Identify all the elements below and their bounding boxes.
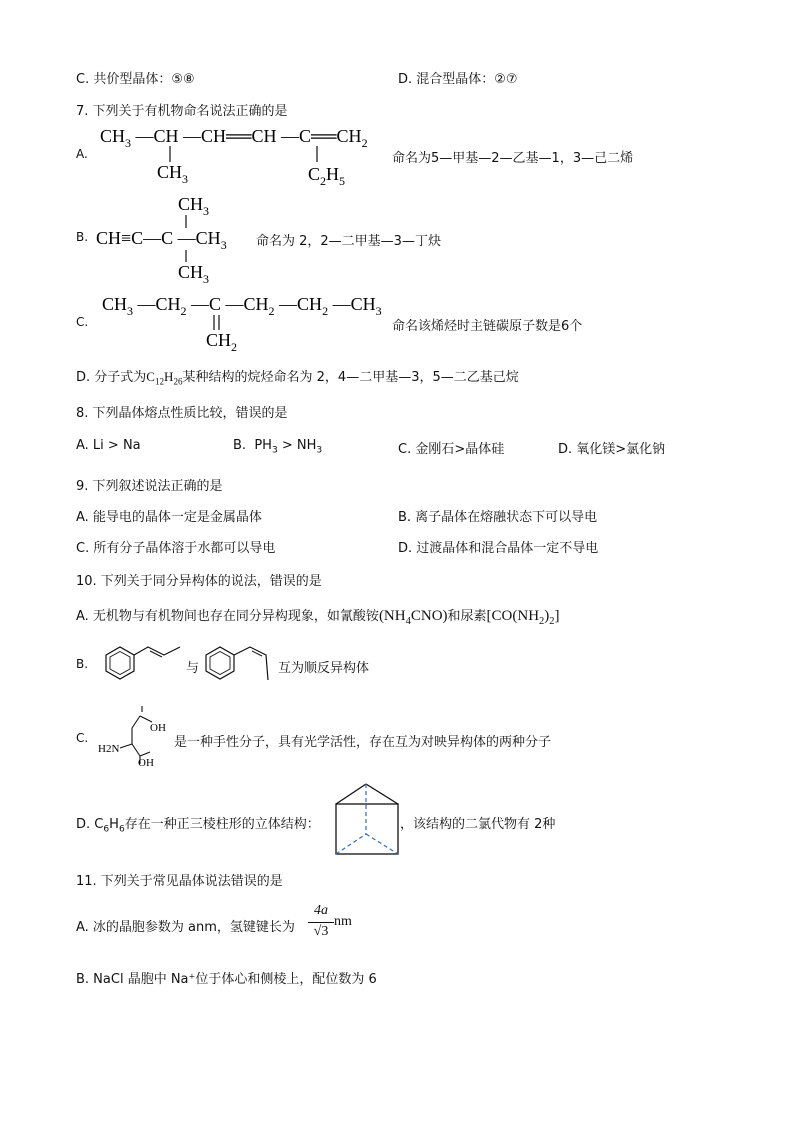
- svg-text:CH3: $CH_3$: [178, 262, 210, 286]
- q6-option-d: D. 混合型晶体：②⑦: [398, 72, 518, 87]
- q10-c-text: 是一种手性分子，具有光学活性，存在互为对映异构体的两种分子: [174, 735, 552, 750]
- svg-text:CH3: $CH_3$: [178, 194, 210, 218]
- q7-d-line: [76, 366, 519, 387]
- q9-option-a: A. 能导电的晶体一定是金属晶体: [76, 510, 262, 525]
- q11-a-pre: A. 冰的晶胞参数为 anm，氢键键长为: [76, 920, 295, 935]
- q7-c-text: 命名该烯烃时主链碳原子数是6个: [392, 319, 583, 334]
- q11-option-b: B. NaCl 晶胞中 Na⁺位于体心和侧棱上，配位数为 6: [76, 972, 377, 987]
- q8-option-c: C. 金刚石>晶体硅: [398, 442, 505, 457]
- q8-stem: 8. 下列晶体熔点性质比较，错误的是: [76, 406, 288, 421]
- q7-d-post: 某种结构的烷烃命名为 2，4—二甲基—3，5—二乙基己烷: [182, 370, 519, 385]
- q9-option-c: C. 所有分子晶体溶于水都可以导电: [76, 541, 276, 556]
- q7-a-text: 命名为5—甲基—2—乙基—1，3—己二烯: [392, 151, 634, 166]
- q10-d-pre: D. $C_6H_6$存在一种正三棱柱形的立体结构：: [76, 817, 320, 835]
- q11-a-denominator: √3: [313, 924, 329, 939]
- q7-b-text: 命名为 2，2—二甲基—3—丁炔: [256, 234, 441, 249]
- svg-text:C2H5: $C_2H_5$: [308, 164, 346, 188]
- q10-d-prism-structure: [334, 782, 402, 858]
- q7-stem: 7. 下列关于有机物命名说法正确的是: [76, 104, 288, 119]
- q10-b-label: B.: [76, 657, 89, 671]
- q6-option-c: C. 共价型晶体：⑤⑧: [76, 72, 195, 87]
- q10-stem: 10. 下列关于同分异构体的说法，错误的是: [76, 574, 322, 589]
- q10-d-post: ，该结构的二氯代物有 2种: [400, 817, 556, 832]
- q10-c-structure: [96, 704, 176, 770]
- q10-b-text: 互为顺反异构体: [278, 661, 370, 676]
- q7-b-structure: [96, 190, 256, 286]
- q9-stem: 9. 下列叙述说法正确的是: [76, 479, 223, 494]
- q10-b-cis-structure: [200, 640, 280, 690]
- q7-a-structure: [100, 122, 390, 188]
- q7-d-pre: D. 分子式为: [76, 370, 147, 385]
- q10-option-a: A. 无机物与有机物间也存在同分异构现象，如氰酸铵$(NH_4CNO)$和尿素$[CO(NH_2)_2]$: [76, 608, 560, 627]
- q9-option-d: D. 过渡晶体和混合晶体一定不导电: [398, 541, 599, 556]
- q10-c-label: C.: [76, 731, 89, 745]
- q11-stem: 11. 下列关于常见晶体说法错误的是: [76, 874, 283, 889]
- q7-c-structure: [102, 290, 392, 352]
- svg-text:CH2: $CH_2$: [206, 330, 238, 354]
- svg-text:CH≡C—C —CH3: CH≡C—C $—CH_3$: [96, 228, 227, 252]
- q11-a-fraction-bar: [308, 922, 334, 923]
- q11-a-unit: nm: [334, 914, 352, 929]
- q7-c-label: C.: [76, 315, 89, 329]
- q8-option-d: D. 氧化镁>氯化钠: [558, 442, 666, 457]
- q10-c-oh-top: OH: [150, 722, 166, 734]
- q7-b-label: B.: [76, 230, 89, 244]
- q7-d-formula: $C_{12}H_{26}$: [146, 369, 183, 387]
- q8-option-b: B. $PH_3 > NH_3$: [233, 438, 323, 456]
- svg-text:CH3: $CH_3$: [157, 162, 189, 186]
- q8-option-a: A. Li > Na: [76, 438, 141, 453]
- q10-c-oh-bottom: OH: [138, 757, 154, 769]
- svg-text:CH3 —CH2 —C —CH2 —CH2 —CH3: $CH_3$ $—CH_2$ —C $—CH_2$ $—CH_2$ $—CH_3$: [102, 294, 382, 318]
- q10-c-nh2: H2N: [98, 743, 120, 755]
- q7-a-label: A.: [76, 147, 88, 161]
- q10-b-mid: 与: [186, 661, 200, 676]
- q11-a-numerator: 4a: [314, 903, 328, 918]
- svg-text:CH3 —CH —CH══CH —C══CH2: $CH_3$ —CH —CH══CH $—C══CH_2$: [100, 126, 368, 150]
- q9-option-b: B. 离子晶体在熔融状态下可以导电: [398, 510, 598, 525]
- q10-b-trans-structure: [96, 642, 184, 688]
